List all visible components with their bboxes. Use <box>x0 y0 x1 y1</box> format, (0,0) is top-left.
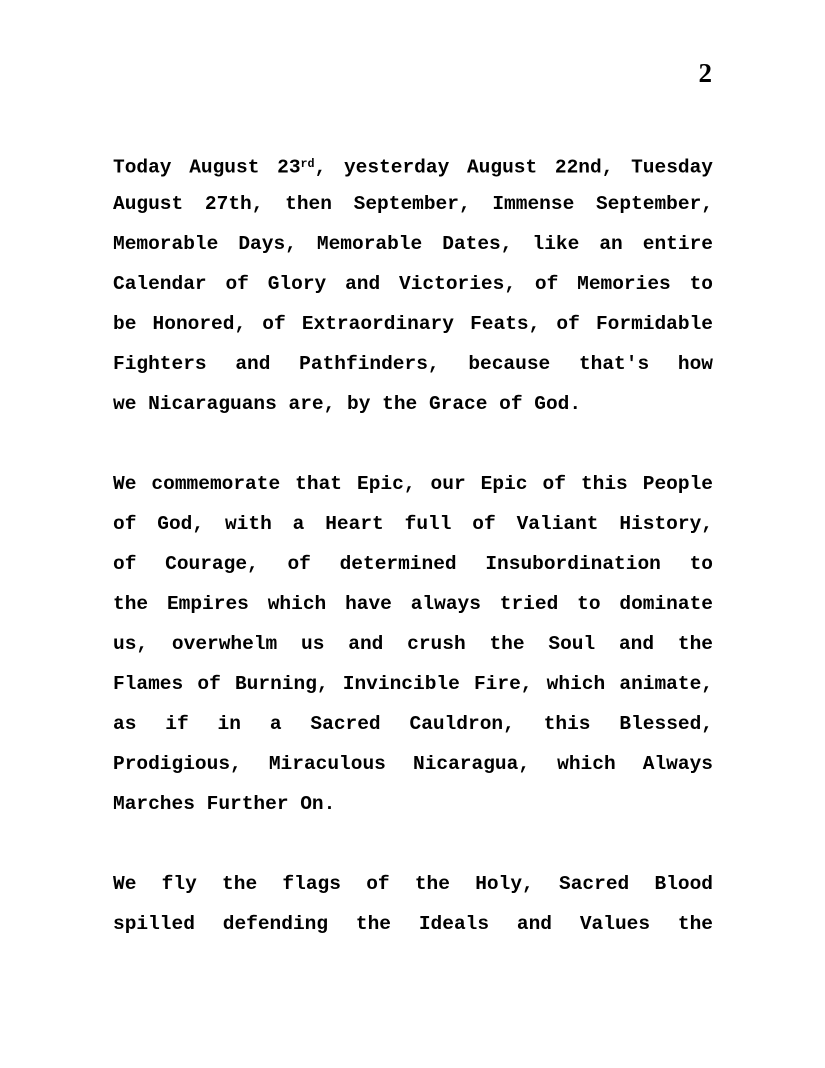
text-segment: Marches Further On. <box>113 793 336 815</box>
text-segment: of God, with a Heart full of Valiant History, <box>113 513 713 535</box>
text-segment: We fly the flags of the Holy, Sacred Blood <box>113 873 713 895</box>
text-line <box>113 464 713 504</box>
text-segment: us, overwhelm us and crush the Soul and the <box>113 633 713 655</box>
text-segment: Calendar of Glory and Victories, of Memories to <box>113 273 713 295</box>
text-line <box>113 624 713 664</box>
text-line <box>113 704 713 744</box>
text-line <box>113 184 713 224</box>
text-line <box>113 144 713 184</box>
text-line <box>113 784 713 824</box>
text-segment: , yesterday August 22nd, Tuesday <box>314 156 714 179</box>
text-line <box>113 384 713 424</box>
text-segment: the Empires which have always tried to dominate <box>113 593 713 615</box>
page-number: 2 <box>698 58 712 88</box>
paragraph <box>113 144 713 424</box>
text-segment: Memorable Days, Memorable Dates, like an entire <box>113 233 713 255</box>
text-segment: Today August 23 <box>113 156 301 179</box>
text-line <box>113 304 713 344</box>
text-segment: Flames of Burning, Invincible Fire, which animate, <box>113 673 713 695</box>
document-content <box>113 144 713 984</box>
text-line <box>113 224 713 264</box>
text-line <box>113 544 713 584</box>
text-segment: Fighters and Pathfinders, because that's how <box>113 353 713 375</box>
text-line <box>113 904 713 944</box>
text-line <box>113 344 713 384</box>
text-segment: as if in a Sacred Cauldron, this Blessed, <box>113 713 713 735</box>
text-segment: spilled defending the Ideals and Values the <box>113 913 713 935</box>
text-segment: We commemorate that Epic, our Epic of this People <box>113 473 713 495</box>
paragraph <box>113 864 713 944</box>
text-line <box>113 584 713 624</box>
text-segment: we Nicaraguans are, by the Grace of God. <box>113 393 582 415</box>
text-line <box>113 504 713 544</box>
text-line <box>113 664 713 704</box>
text-segment: be Honored, of Extraordinary Feats, of Formidable <box>113 313 713 335</box>
text-segment: August 27th, then September, Immense September, <box>113 193 713 215</box>
paragraph <box>113 464 713 824</box>
superscript-ordinal: rd <box>300 157 315 171</box>
text-segment: Prodigious, Miraculous Nicaragua, which Always <box>113 753 713 775</box>
text-line <box>113 264 713 304</box>
text-segment: of Courage, of determined Insubordination to <box>113 553 713 575</box>
text-line <box>113 864 713 904</box>
text-line <box>113 744 713 784</box>
